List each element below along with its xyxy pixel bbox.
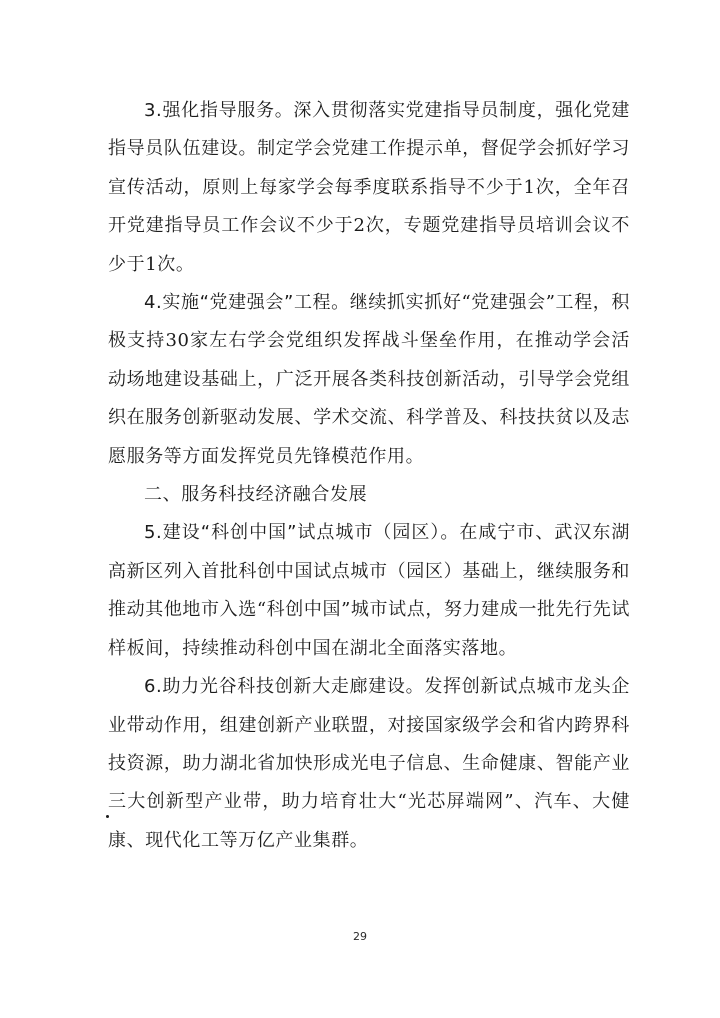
paragraph-4-text: 继续抓实抓好“党建强会”工程，积极支持30家左右学会党组织发挥战斗堡垒作用，在推动学会活动场地建设基础上，广泛开展各类科技创新活动，引导学会党组织在服务创新驱动发展、学术交流、科学普及、科技扶贫以及志愿服务等方面发挥党员先锋模范作用。 xyxy=(108,292,630,467)
paragraph-3-text: 深入贯彻落实党建指导员制度，强化党建指导员队伍建设。制定学会党建工作提示单，督促学会抓好学习宣传活动，原则上每家学会每季度联系指导不少于1次，全年召开党建指导员工作会议不少于2次，专题党建指导员培训会议不少于1次。 xyxy=(108,100,630,275)
page-number: 29 xyxy=(353,930,367,943)
section-heading: 二、服务科技经济融合发展 xyxy=(144,484,368,506)
paragraph-4 xyxy=(108,284,630,476)
paragraph-4-lead: 4.实施“党建强会”工程。 xyxy=(144,292,350,314)
paragraph-5-lead: 5.建设“科创中国”试点城市（园区）。 xyxy=(144,522,460,544)
document-body xyxy=(108,92,630,860)
paragraph-3-lead: 3.强化指导服务。 xyxy=(144,100,294,121)
paragraph-5-text: 在咸宁市、武汉东湖高新区列入首批科创中国试点城市（园区）基础上，继续服务和推动其他地市入选“科创中国”城市试点，努力建成一批先行先试样板间，持续推动科创中国在湖北全面落实落地。 xyxy=(108,522,630,659)
paragraph-3 xyxy=(108,92,630,284)
paragraph-6 xyxy=(108,668,630,860)
stray-mark xyxy=(106,815,109,818)
paragraph-5 xyxy=(108,514,630,668)
paragraph-6-lead: 6.助力光谷科技创新大走廊建设。 xyxy=(144,676,425,698)
paragraph-6-text: 发挥创新试点城市龙头企业带动作用，组建创新产业联盟，对接国家级学会和省内跨界科技资源，助力湖北省加快形成光电子信息、生命健康、智能产业三大创新型产业带，助力培育壮大“光芯屏端网”、汽车、大健康、现代化工等万亿产业集群。 xyxy=(108,676,630,851)
